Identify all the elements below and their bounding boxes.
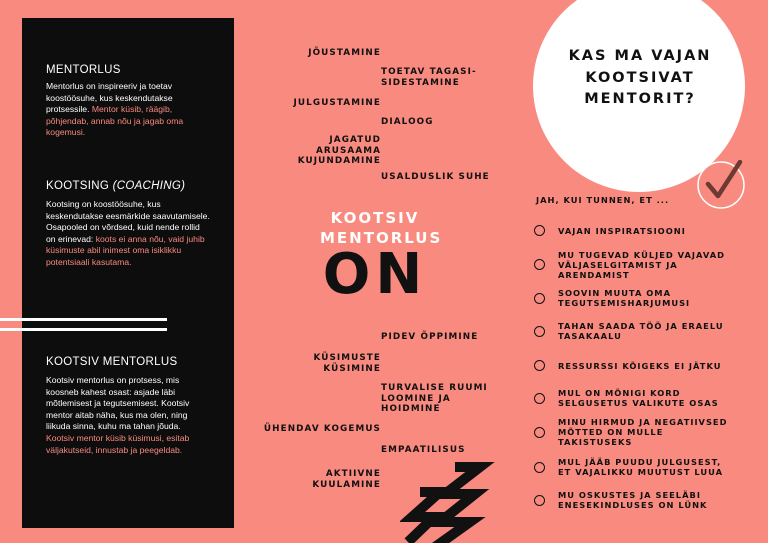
mentorlus-highlight: Mentor küsib, räägib, põhjendab, annab nõu ja jagab oma kogemusi. bbox=[46, 104, 184, 138]
checklist-item-text: MU OSKUSTES JA SEELÄBI ENESEKINDLUSES ON LÜNK bbox=[558, 490, 708, 510]
checklist-item-text: MUL JÄÄB PUUDU JULGUSEST, ET VAJALIKKU MUUTUST LUUA bbox=[558, 457, 723, 477]
checklist-item-text: MU TUGEVAD KÜLJED VAJAVAD VÄLJASELGITAMIST JA ARENDAMIST bbox=[558, 250, 726, 280]
word-turvalise: TURVALISE RUUMI LOOMINE JA HOIDMINE bbox=[381, 383, 488, 414]
checklist-item-text: RESSURSSI KÕIGEKS EI JÄTKU bbox=[558, 361, 722, 371]
checklist-item-text: SOOVIN MUUTA OMA TEGUTSEMISHARJUMUSI bbox=[558, 288, 691, 308]
checkmark-icon bbox=[696, 160, 746, 210]
radio-circle-icon[interactable] bbox=[534, 259, 545, 270]
checklist-item-text: TAHAN SAADA TÖÖ JA ERAELU TASAKAALU bbox=[558, 321, 724, 341]
hero-line1: KOOTSIV bbox=[330, 209, 420, 227]
mentorlus-title: MENTORLUS bbox=[46, 64, 121, 76]
hero-line2: MENTORLUS bbox=[320, 229, 443, 247]
word-uhendav: ÜHENDAV KOGEMUS bbox=[263, 424, 381, 434]
kootsiv-highlight: Kootsiv mentor küsib küsimusi, esitab väljakutseid, innustab ja peegeldab. bbox=[46, 432, 190, 455]
radio-circle-icon[interactable] bbox=[534, 393, 545, 404]
kootsing-title-text: KOOTSING bbox=[46, 180, 110, 192]
kootsing-title bbox=[46, 180, 185, 192]
radio-circle-icon[interactable] bbox=[534, 360, 545, 371]
kootsing-body: Kootsing on koostöösuhe, kus keskendutakse eesmärkide saavutamisele. Osapooled on võrdsed, kuid nende rollid on erinevad: bbox=[46, 199, 210, 244]
word-aktiivne: AKTIIVNE KUULAMINE bbox=[312, 469, 381, 490]
word-empaatilisus: EMPAATILISUS bbox=[381, 445, 466, 455]
checklist-item-text: MINU HIRMUD JA NEGATIIVSED MÕTTED ON MULLE TAKISTUSEKS bbox=[558, 417, 728, 447]
kootsiv-body: Kootsiv mentorlus on protsess, mis koosneb kahest osast: asjade läbi mõtlemisest ja tegutsemisest. Kootsiv mentor aitab näha, kus ma olen, ning liikuda sinna, kuhu ma tahan jõuda. bbox=[46, 375, 190, 432]
checklist-item-text: MUL ON MÕNIGI KORD SELGUSETUS VALIKUTE OSAS bbox=[558, 388, 719, 408]
radio-circle-icon[interactable] bbox=[534, 462, 545, 473]
circle-question: KAS MA VAJAN KOOTSIVAT MENTORIT? bbox=[568, 48, 712, 107]
word-joustamine: JÕUSTAMINE bbox=[308, 48, 381, 58]
radio-circle-icon[interactable] bbox=[534, 427, 545, 438]
word-usalduslik: USALDUSLIK SUHE bbox=[381, 172, 490, 182]
zigzag-decoration bbox=[400, 462, 495, 543]
mentorlus-text bbox=[46, 81, 211, 139]
radio-circle-icon[interactable] bbox=[534, 326, 545, 337]
word-pidev: PIDEV ÕPPIMINE bbox=[381, 332, 479, 342]
left-info-panel bbox=[22, 18, 234, 528]
word-jagatud: JAGATUD ARUSAAMA KUJUNDAMINE bbox=[297, 135, 381, 166]
divider-stripe bbox=[0, 328, 167, 331]
word-julgustamine: JULGUSTAMINE bbox=[293, 98, 381, 108]
word-toetav: TOETAV TAGASI- SIDESTAMINE bbox=[381, 67, 477, 88]
word-dialoog: DIALOOG bbox=[381, 117, 434, 127]
kootsiv-title: KOOTSIV MENTORLUS bbox=[46, 356, 178, 368]
radio-circle-icon[interactable] bbox=[534, 495, 545, 506]
kootsiv-text bbox=[46, 375, 211, 456]
checklist-intro: JAH, KUI TUNNEN, ET ... bbox=[536, 195, 670, 205]
kootsing-highlight: koots ei anna nõu, vaid juhib küsimuste abil inimest oma isiklikku potentsiaali kasutama. bbox=[46, 233, 205, 267]
mentorlus-body: Mentorlus on inspireeriv ja toetav koostöösuhe, kus keskendutakse protsessile. bbox=[46, 81, 173, 115]
word-kusimuste: KÜSIMUSTE KÜSIMINE bbox=[313, 353, 381, 374]
hero-on: ON bbox=[322, 242, 428, 307]
divider-stripe bbox=[0, 318, 167, 321]
kootsing-text bbox=[46, 199, 211, 269]
radio-circle-icon[interactable] bbox=[534, 293, 545, 304]
checklist-item-text: VAJAN INSPIRATSIOONI bbox=[558, 226, 686, 236]
kootsing-title-italic: (COACHING) bbox=[112, 180, 186, 192]
radio-circle-icon[interactable] bbox=[534, 225, 545, 236]
